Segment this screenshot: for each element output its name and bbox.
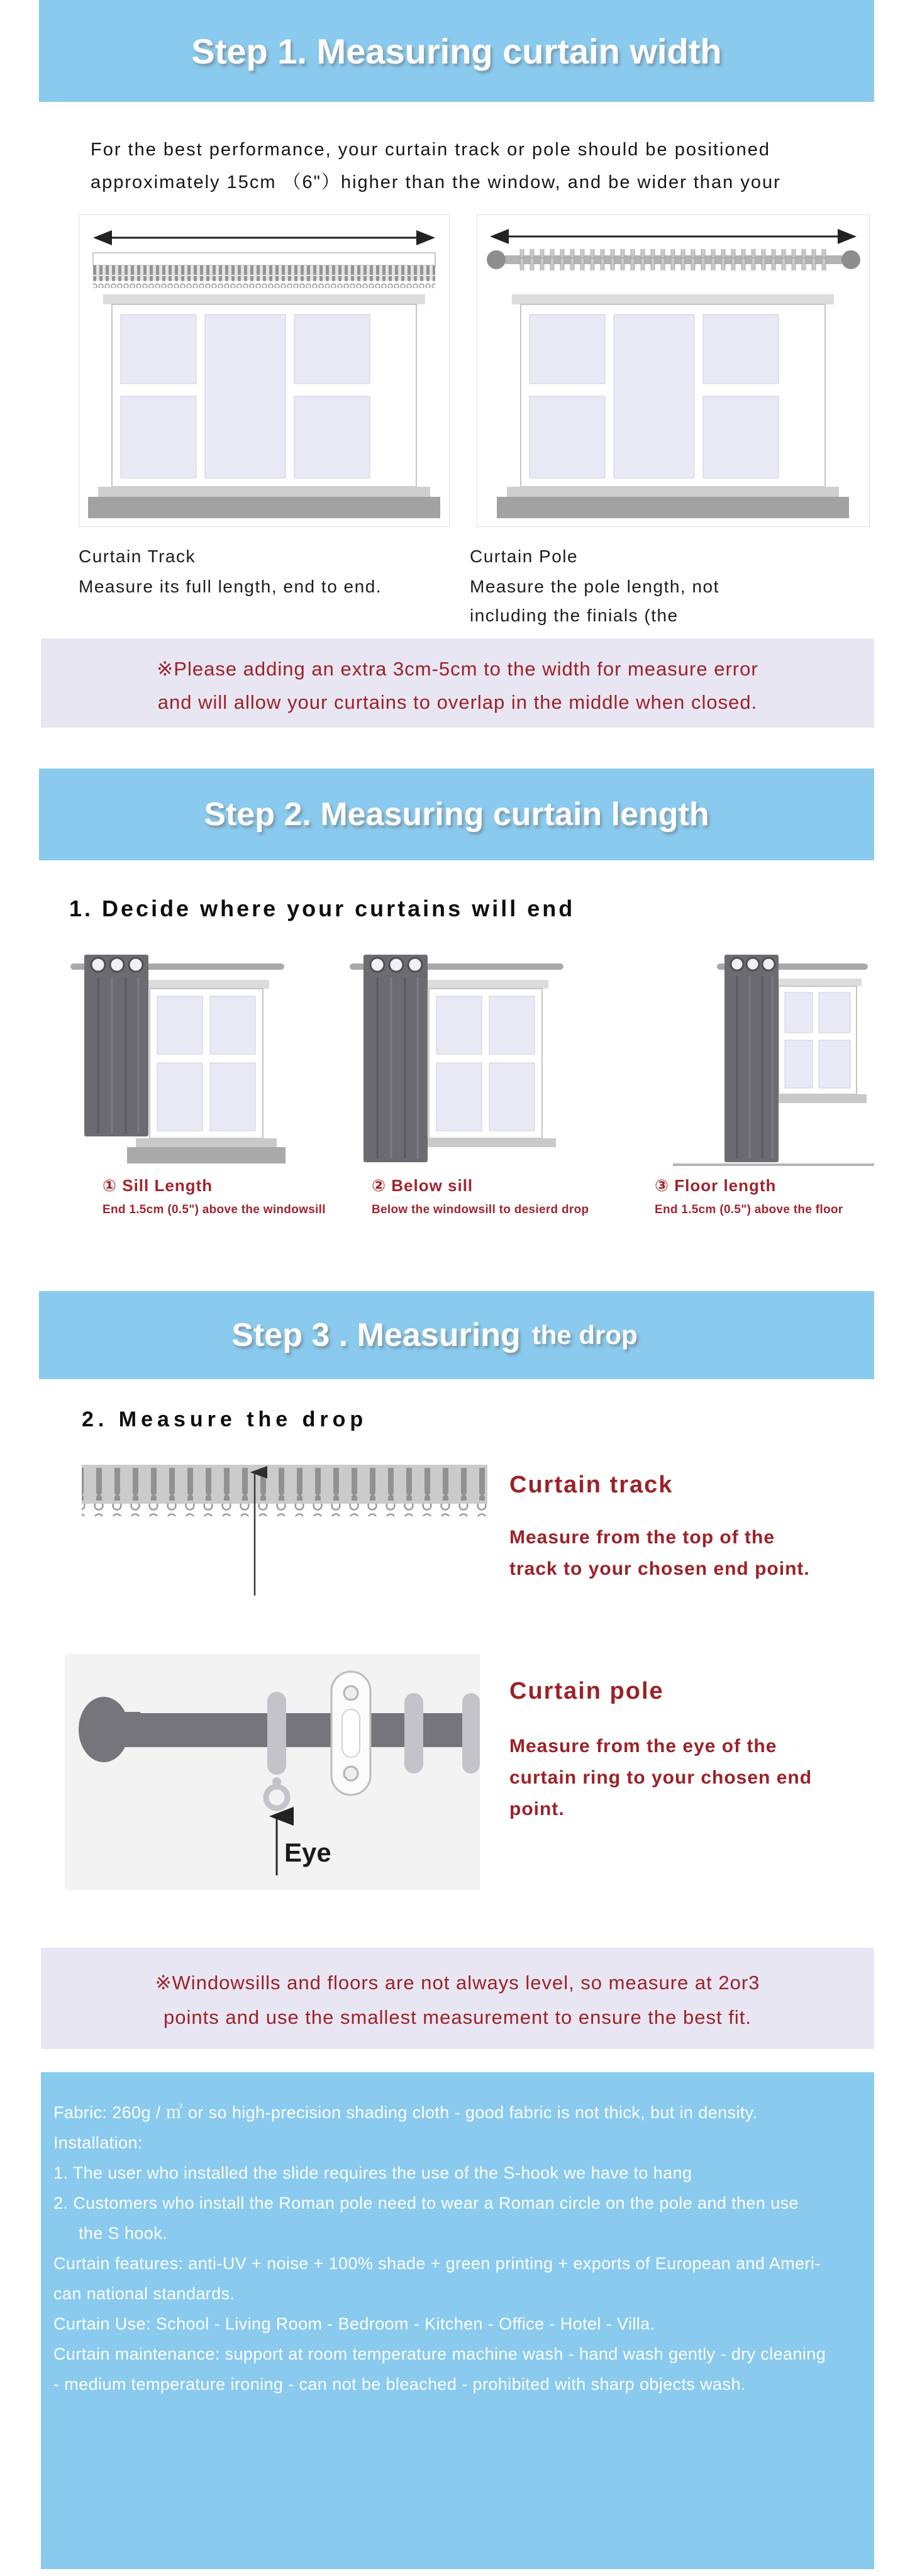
grommet <box>731 958 743 970</box>
windowsill <box>507 487 839 497</box>
floor-length-desc: End 1.5cm (0.5") above the floor <box>655 1203 843 1216</box>
curtain-pole-desc-line1: Measure from the eye of the <box>509 1736 777 1757</box>
curtain-track-illustration <box>79 215 449 526</box>
step2-banner <box>39 769 874 860</box>
curtain <box>363 955 428 1162</box>
curtain-pole-desc-line2: curtain ring to your chosen end <box>509 1767 813 1788</box>
curtain-track-title: Curtain track <box>509 1472 674 1498</box>
eye-ring <box>266 1787 287 1808</box>
track-label-title: Curtain Track <box>79 547 196 566</box>
floor-length-title: ③ Floor length <box>655 1176 777 1195</box>
finial-ball <box>79 1697 129 1762</box>
step1-intro-line1: For the best performance, your curtain track or pole should be positioned <box>91 140 770 160</box>
step2-heading: 1. Decide where your curtains will end <box>69 896 575 921</box>
sill-length-desc: End 1.5cm (0.5") above the windowsill <box>103 1203 326 1216</box>
pole-measuring-illustration <box>65 1654 480 1890</box>
curtain-pole-bar <box>487 249 860 270</box>
grommet <box>746 958 759 970</box>
step1-note-line2: and will allow your curtains to overlap in the middle when closed. <box>157 691 758 713</box>
grommet <box>389 958 403 972</box>
curtain-pole-diagram <box>477 214 870 527</box>
info-line-install-2b: the S hook. <box>79 2224 167 2243</box>
curtain <box>724 955 779 1162</box>
window <box>127 980 286 1163</box>
step1-intro-text <box>91 133 781 199</box>
curtain-track-diagram <box>79 214 450 527</box>
step2-banner-title: Step 2. Measuring curtain length <box>204 796 709 833</box>
grommet <box>91 958 105 972</box>
window <box>415 980 556 1147</box>
curtain-ring <box>404 1693 423 1774</box>
sill-base <box>88 497 440 518</box>
info-line-fabric: Fabric: 260g / ㎡ or so high-precision shading cloth - good fabric is not thick, but in density. <box>53 2103 758 2122</box>
pole-label-desc1: Measure the pole length, not <box>470 577 719 596</box>
info-line-maintenance-2: - medium temperature ironing - can not be bleached - prohibited with sharp objects wash. <box>53 2375 746 2394</box>
sill-base <box>127 1147 286 1163</box>
step3-banner-title: Step 3 . Measuring <box>231 1317 521 1353</box>
wall-bracket <box>331 1672 370 1795</box>
step3-banner <box>39 1291 874 1379</box>
curtain-pole-title: Curtain pole <box>509 1678 664 1704</box>
info-line-features: Curtain features: anti-UV + noise + 100% shade + green printing + exports of European and Ameri- <box>53 2254 821 2273</box>
curtain-ring-with-eye <box>266 1692 287 1808</box>
step1-intro-line2: approximately 15cm （6"）higher than the window, and be wider than your <box>91 172 781 192</box>
screw <box>344 1767 358 1780</box>
curtain-track-desc-line1: Measure from the top of the <box>509 1527 775 1548</box>
below-sill-illustration <box>350 951 570 1170</box>
curtain <box>84 955 148 1136</box>
below-sill-desc: Below the windowsill to desierd drop <box>372 1203 589 1216</box>
step1-note-line1: ※Please adding an extra 3cm-5cm to the width for measure error <box>157 658 758 680</box>
curtain-track-desc-line2: track to your chosen end point. <box>509 1558 810 1579</box>
sill-length-title: ① Sill Length <box>103 1176 213 1195</box>
sill-length-illustration <box>70 951 291 1170</box>
curtain-track-bar <box>93 253 435 288</box>
eye-label: Eye <box>284 1838 331 1867</box>
pole-label-desc2: including the finials (the <box>470 606 679 625</box>
grommet <box>762 958 775 970</box>
curtain-pole-illustration <box>477 215 869 526</box>
product-info-section <box>41 2072 874 2569</box>
grommet <box>370 958 384 972</box>
step3-note <box>41 1948 874 2049</box>
screw <box>344 1686 358 1700</box>
step1-banner <box>39 0 874 102</box>
window <box>769 979 867 1103</box>
sill-length-caption <box>103 1176 326 1217</box>
step1-note <box>41 638 874 728</box>
left-finial <box>487 250 506 269</box>
step3-banner-subtitle: the drop <box>531 1320 638 1350</box>
pole-label-title: Curtain Pole <box>470 547 579 566</box>
right-finial <box>841 250 860 269</box>
curtain-pole-desc-line3: point. <box>509 1799 565 1819</box>
below-sill-title: ② Below sill <box>372 1176 474 1195</box>
curtain-track-desc <box>509 1522 810 1585</box>
floor-length-illustration <box>648 951 874 1170</box>
info-line-installation: Installation: <box>53 2133 143 2152</box>
curtain-pole-desc <box>509 1731 812 1825</box>
floor-length-caption <box>655 1176 843 1217</box>
floor-line <box>673 1163 874 1166</box>
step3-note-line2: points and use the smallest measurement to ensure the best fit. <box>164 2006 752 2028</box>
pole-label-block <box>470 542 719 630</box>
track-label-block <box>79 542 382 601</box>
info-line-use: Curtain Use: School - Living Room - Bedroom - Kitchen - Office - Hotel - Villa. <box>53 2314 655 2333</box>
grommet <box>129 958 143 972</box>
step1-banner-title: Step 1. Measuring curtain width <box>191 31 722 71</box>
track-measuring-illustration <box>72 1462 500 1597</box>
window <box>497 294 849 518</box>
info-line-features-2: can national standards. <box>53 2284 235 2303</box>
info-line-install-1: 1. The user who installed the slide requires the use of the S-hook we have to hang <box>53 2163 692 2182</box>
sill-base <box>497 497 849 518</box>
track-label-desc: Measure its full length, end to end. <box>79 577 382 596</box>
step3-note-line1: ※Windowsills and floors are not always level, so measure at 2or3 <box>155 1972 760 1994</box>
windowsill <box>415 1138 556 1147</box>
grommet <box>110 958 124 972</box>
grommet <box>408 958 422 972</box>
windowsill <box>769 1094 867 1103</box>
curtain-track-bar <box>82 1465 487 1516</box>
below-sill-caption <box>372 1176 589 1217</box>
window <box>88 294 440 518</box>
windowsill <box>136 1138 277 1147</box>
windowsill <box>98 487 430 497</box>
step3-heading: 2. Measure the drop <box>82 1407 368 1431</box>
info-line-maintenance: Curtain maintenance: support at room temperature machine wash - hand wash gently - dry cleaning <box>53 2345 826 2363</box>
curtain-ring <box>462 1693 480 1774</box>
info-line-install-2: 2. Customers who install the Roman pole need to wear a Roman circle on the pole and then use <box>53 2194 799 2212</box>
